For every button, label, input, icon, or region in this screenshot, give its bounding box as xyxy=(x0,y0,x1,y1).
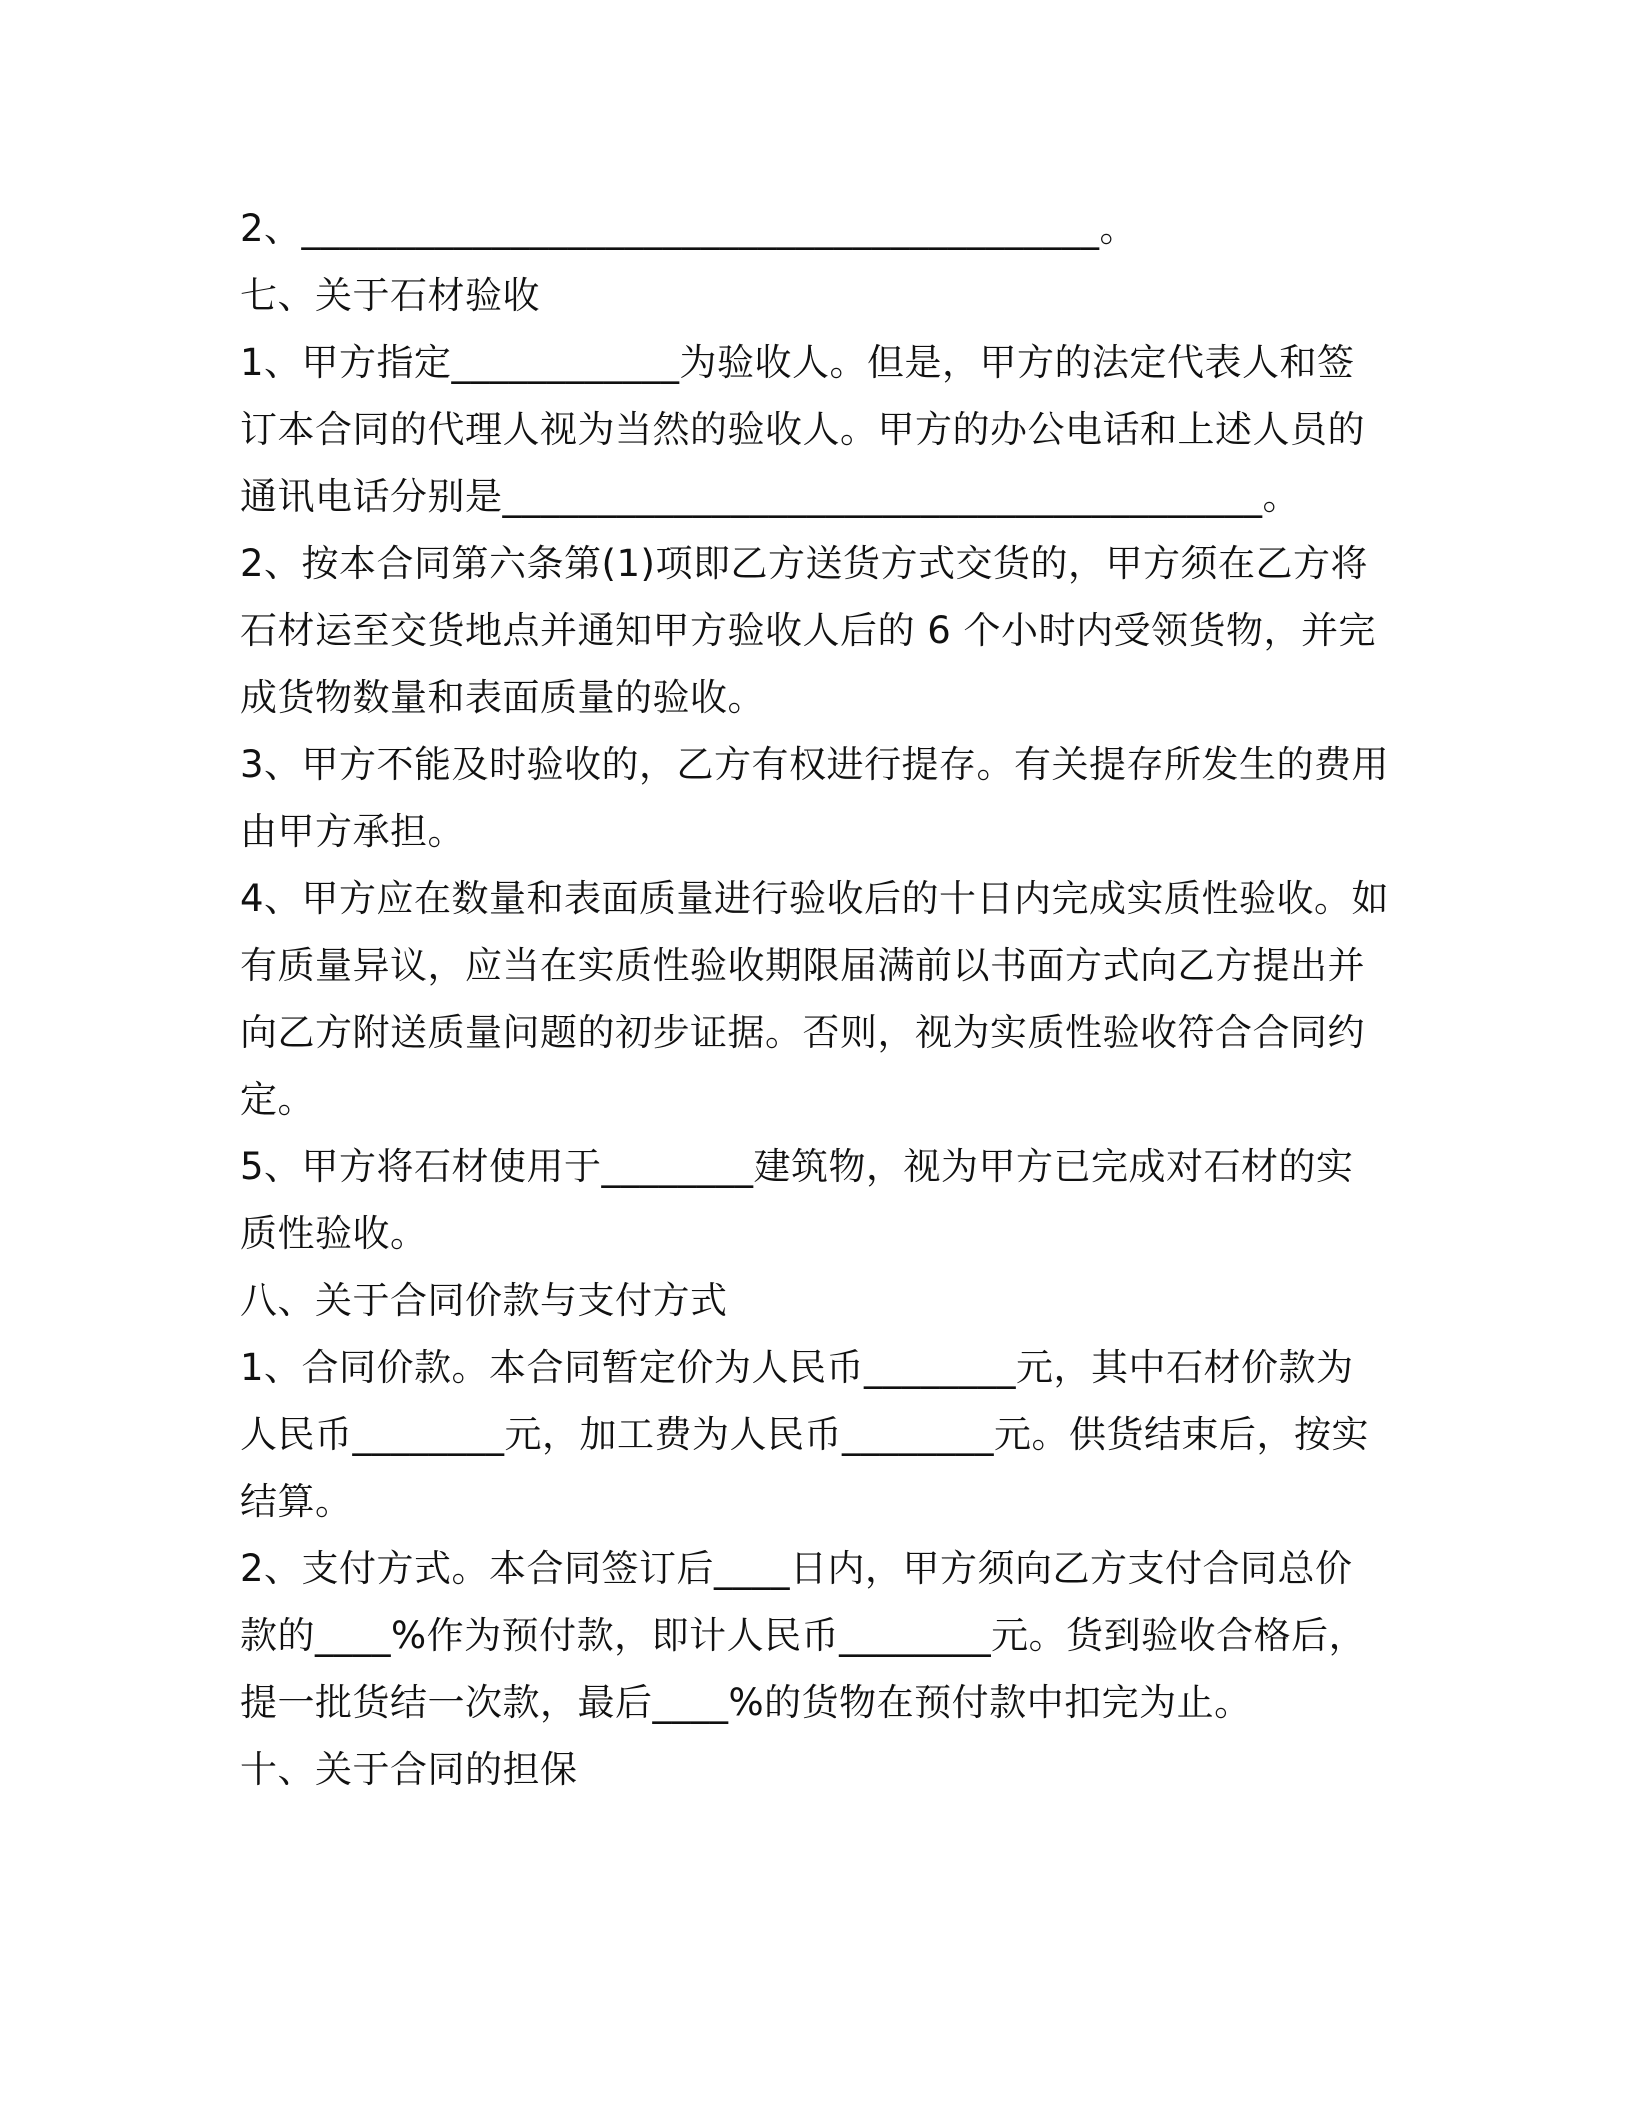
paragraph-7-2: 2、按本合同第六条第(1)项即乙方送货方式交货的，甲方须在乙方将石材运至交货地点并通知甲方验收人后的 6 个小时内受领货物，并完成货物数量和表面质量的验收。 xyxy=(240,542,1377,719)
section-heading-8: 八、关于合同价款与支付方式 xyxy=(240,1279,728,1322)
paragraph-7-4: 4、甲方应在数量和表面质量进行验收后的十日内完成实质性验收。如有质量异议，应当在实质性验收期限届满前以书面方式向乙方提出并向乙方附送质量问题的初步证据。否则，视为实质性验收符合合同约定。 xyxy=(240,877,1390,1121)
section-heading-7: 七、关于石材验收 xyxy=(240,274,540,317)
paragraph-item-2-blank: 2、__________________________________________。 xyxy=(240,207,1138,250)
paragraph-8-2: 2、支付方式。本合同签订后____日内，甲方须向乙方支付合同总价款的____%作为预付款，即计人民币________元。货到验收合格后，提一批货结一次款，最后____%的货物在预付款中扣完为止。 xyxy=(240,1547,1367,1724)
paragraph-8-1: 1、合同价款。本合同暂定价为人民币________元，其中石材价款为人民币________元，加工费为人民币________元。供货结束后，按实结算。 xyxy=(240,1346,1369,1523)
paragraph-7-1: 1、甲方指定____________为验收人。但是，甲方的法定代表人和签订本合同的代理人视为当然的验收人。甲方的办公电话和上述人员的通讯电话分别是________________________________________。 xyxy=(240,341,1365,518)
paragraph-7-3: 3、甲方不能及时验收的，乙方有权进行提存。有关提存所发生的费用由甲方承担。 xyxy=(240,743,1390,853)
document-body xyxy=(240,195,1390,1803)
section-heading-10: 十、关于合同的担保 xyxy=(240,1748,578,1791)
paragraph-7-5: 5、甲方将石材使用于________建筑物，视为甲方已完成对石材的实质性验收。 xyxy=(240,1145,1354,1255)
